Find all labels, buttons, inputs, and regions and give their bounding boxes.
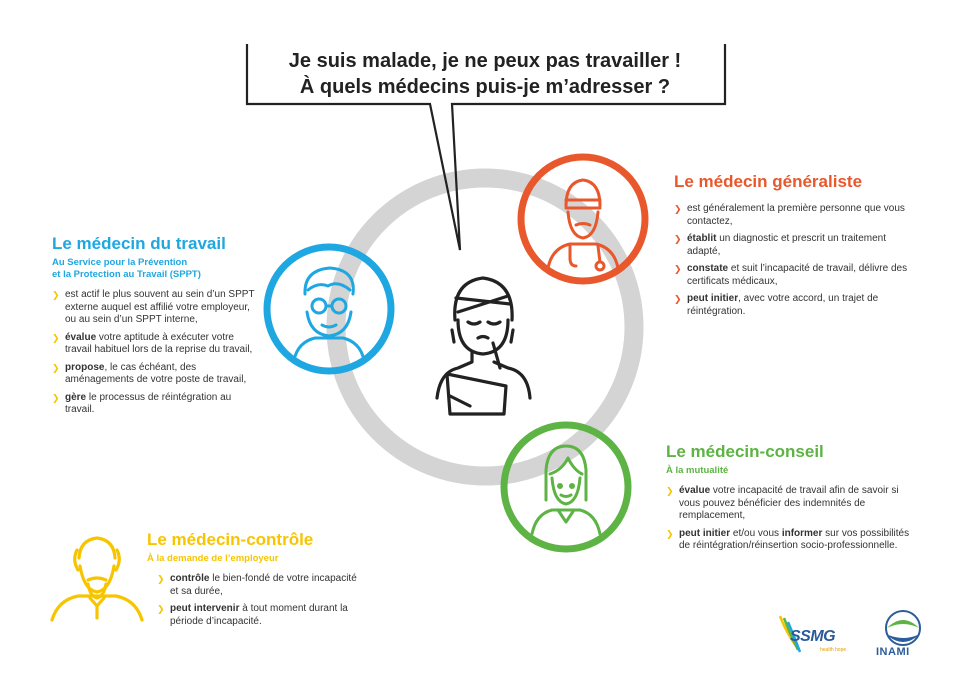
patient-icon — [437, 278, 530, 414]
list-item: ❯ peut intervenir à tout moment durant la période d’incapacité. — [157, 603, 357, 628]
inami-logo-text: INAMI — [876, 646, 910, 658]
speech-bubble-text — [255, 48, 715, 100]
travail-block — [52, 234, 262, 422]
travail-subtitle — [52, 257, 262, 281]
generaliste-block — [674, 172, 914, 323]
bubble-line-2: À quels médecins puis-je m’adresser ? — [299, 76, 671, 98]
conseil-block — [666, 442, 911, 558]
travail-sub-line-2: et la Protection au Travail (SPPT) — [52, 269, 201, 280]
list-item: ❯ est actif le plus souvent au sein d’un SPPT externe auquel est affilié votre employeur, ou au sein d’un SPPT interne, — [52, 289, 262, 327]
list-item: ❯ évalue votre incapacité de travail afin de savoir si vous pouvez bénéficier des indemnités de remplacement, — [666, 485, 911, 523]
travail-sub-line-1: Au Service pour la Prévention — [52, 257, 188, 268]
conseil-subtitle: À la mutualité — [666, 465, 729, 476]
list-item: ❯ contrôle le bien-fondé de votre incapacité et sa durée, — [157, 573, 357, 598]
ssmg-logo — [774, 614, 854, 662]
list-item: ❯ évalue votre aptitude à exécuter votre travail habituel lors de la reprise du travail, — [52, 332, 262, 357]
generaliste-list — [674, 203, 914, 318]
list-item: ❯ peut initier, avec votre accord, un trajet de réintégration. — [674, 293, 914, 318]
inami-logo — [872, 610, 936, 662]
controle-title: Le médecin-contrôle — [147, 530, 314, 549]
ssmg-logo-text: SSMG — [790, 628, 836, 645]
list-item: ❯ est généralement la première personne que vous contactez, — [674, 203, 914, 228]
controle-subtitle: À la demande de l’employeur — [147, 553, 279, 564]
travail-list — [52, 289, 262, 417]
generaliste-title: Le médecin généraliste — [674, 172, 863, 191]
ssmg-logo-tagline: health hope — [820, 647, 847, 653]
controle-list — [157, 573, 357, 628]
controle-block — [147, 530, 357, 633]
travail-title: Le médecin du travail — [52, 234, 226, 253]
list-item: ❯ gère le processus de réintégration au travail. — [52, 392, 262, 417]
list-item: ❯ propose, le cas échéant, des aménagements de votre poste de travail, — [52, 362, 262, 387]
conseil-title: Le médecin-conseil — [666, 442, 824, 461]
list-item: ❯ constate et suit l’incapacité de travail, délivre des certificats médicaux, — [674, 263, 914, 288]
list-item: ❯ établit un diagnostic et prescrit un traitement adapté, — [674, 233, 914, 258]
list-item: ❯ peut initier et/ou vous informer sur vos possibilités de réintégration/réinsertion socio-professionnelle. — [666, 528, 911, 553]
bubble-line-1: Je suis malade, je ne peux pas travailler ! — [288, 50, 682, 72]
controle-doctor-icon — [52, 538, 142, 620]
conseil-list — [666, 485, 911, 553]
